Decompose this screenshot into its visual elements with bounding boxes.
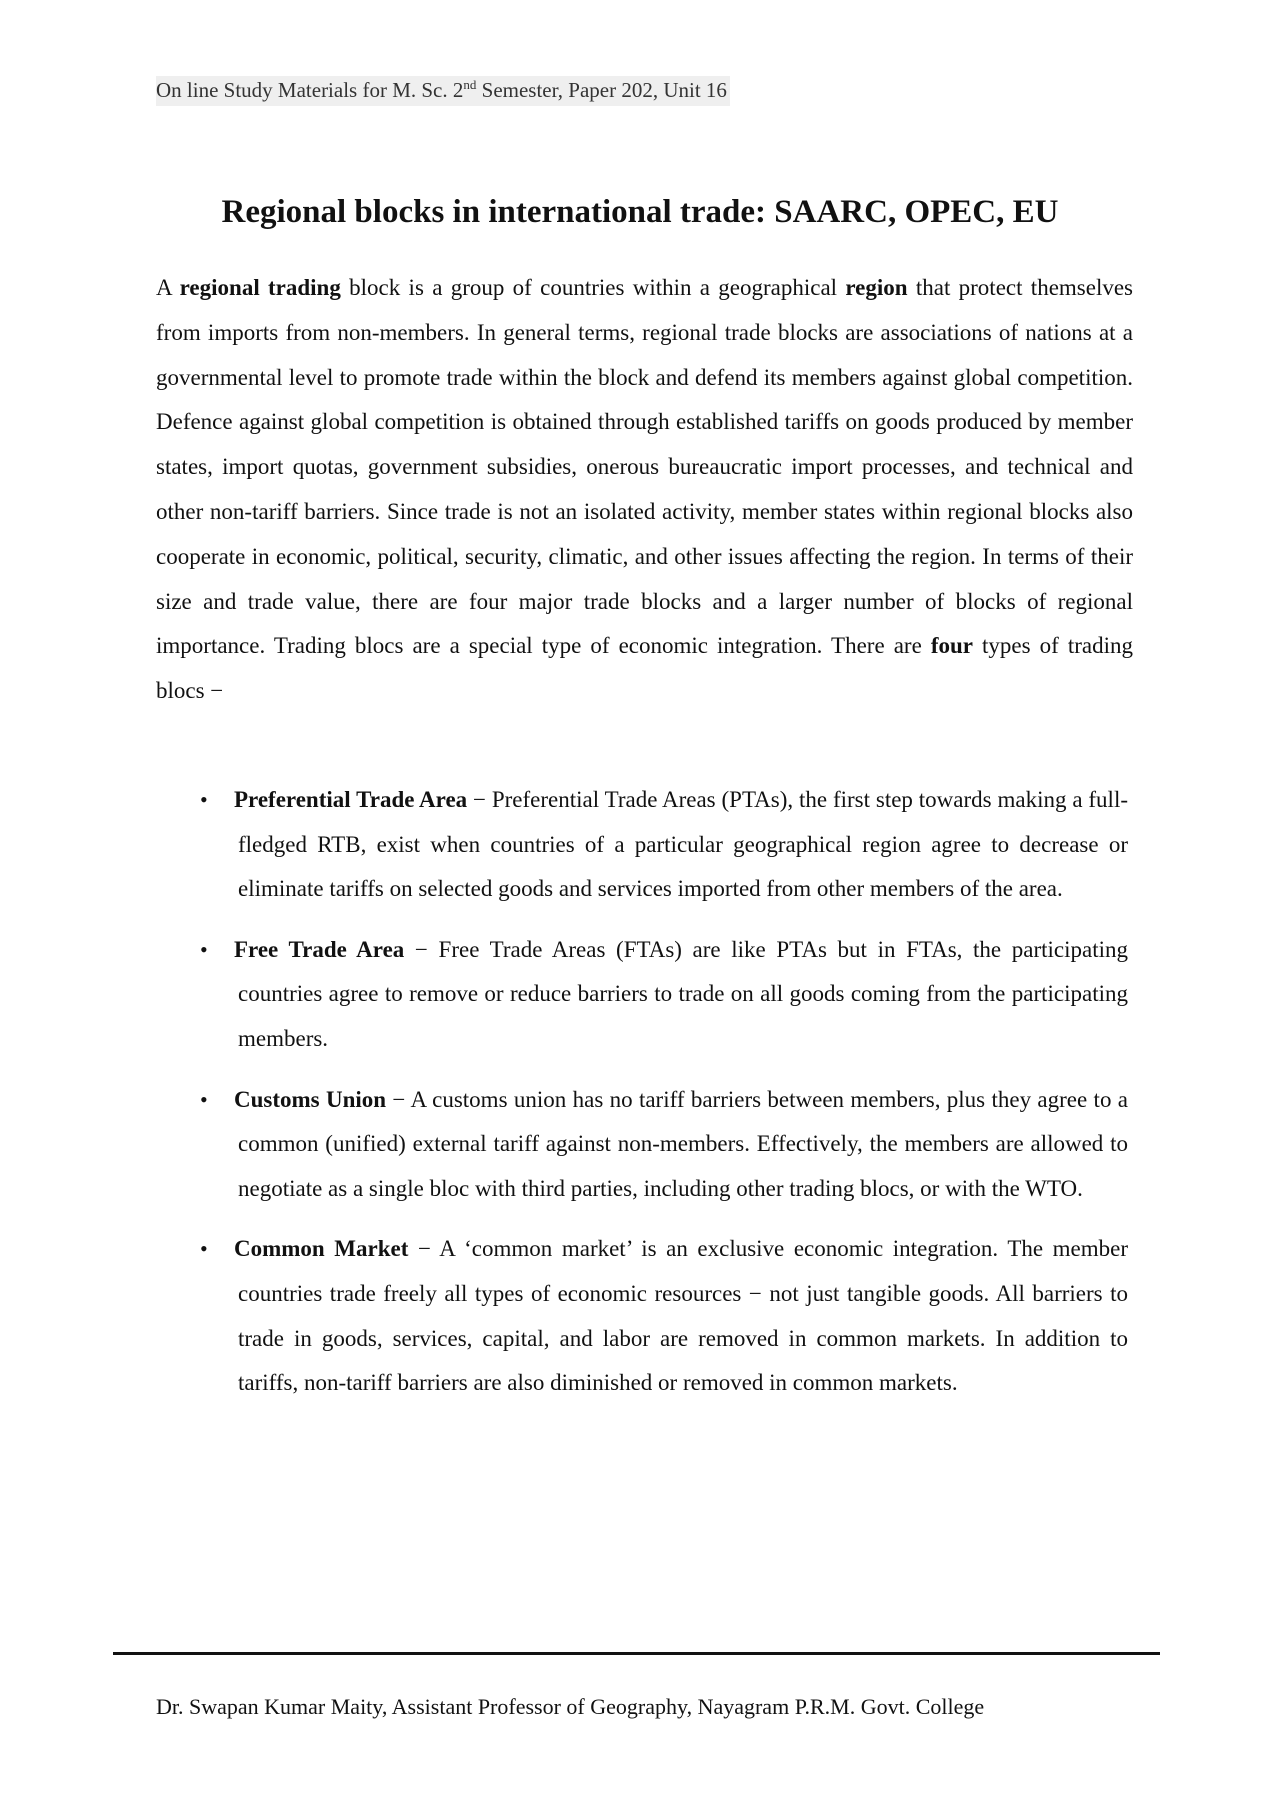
list-item-text: Free Trade Areas (FTAs) are like PTAs but in FTAs, the participating countries agree to remove or reduce barriers to trade on all goods coming from the participating members. [238, 936, 1128, 1051]
bullet-icon: • [200, 1086, 208, 1112]
intro-text-3: that protect themselves from imports from non-members. In general terms, regional trade blocks are associations of nations at a governmental level to promote trade within the block and defend its members against global competition. Defence against global competition is obtained through established tariffs on goods produced by member states, import quotas, government subsidies, onerous bureaucratic import processes, and technical and other non-tariff barriers. Since trade is not an isolated activity, member states within regional blocks also cooperate in economic, political, security, climatic, and other issues affecting the region. In terms of their size and trade value, there are four major trade blocks and a larger number of blocks of regional importance. Trading blocs are a special type of economic integration. There are [156, 275, 1133, 659]
list-item-separator: − [467, 787, 492, 812]
intro-text-2: block is a group of countries within a geographical [340, 275, 846, 300]
list-item-customs-union [200, 1078, 1128, 1212]
document-title: Regional blocks in international trade: SAARC, OPEC, EU [221, 194, 1059, 230]
list-item-separator: − [386, 1086, 411, 1112]
trading-bloc-types-list [200, 778, 1129, 1406]
list-item-preferential-trade-area [200, 778, 1128, 912]
list-item-text: A customs union has no tariff barriers between members, plus they agree to a common (unified) external tariff against non-members. Effectively, the members are allowed to negotiate as a single bloc with third parties, including other trading blocs, or with the WTO. [238, 1086, 1128, 1201]
header-text-end: Semester, Paper 202, Unit 16 [476, 78, 727, 102]
intro-paragraph [156, 266, 1133, 714]
bullet-icon: • [200, 1236, 208, 1262]
bullet-icon: • [200, 936, 208, 962]
intro-text-1: A [156, 275, 180, 300]
list-item-term: Customs Union [234, 1086, 387, 1112]
list-item-common-market [200, 1227, 1129, 1405]
list-item-text: Preferential Trade Areas (PTAs), the first step towards making a full-fledged RTB, exist when countries of a particular geographical region agree to decrease or eliminate tariffs on selected goods and services imported from other members of the area. [238, 787, 1128, 902]
footer-divider [113, 1652, 1160, 1655]
bullet-icon: • [200, 787, 208, 812]
list-item-separator: − [408, 1236, 440, 1262]
list-item-text: A ‘common market’ is an exclusive economic integration. The member countries trade freely all types of economic resources − not just tangible goods. All barriers to trade in goods, services, capital, and labor are removed in common markets. In addition to tariffs, non-tariff barriers are also diminished or removed in common markets. [238, 1236, 1129, 1396]
header-superscript: nd [463, 77, 477, 92]
list-item-term: Free Trade Area [234, 936, 405, 962]
intro-term-regional-trading: regional trading [179, 275, 341, 300]
list-item-free-trade-area [200, 928, 1128, 1062]
list-item-term: Common Market [234, 1236, 409, 1262]
intro-term-region: region [845, 275, 908, 300]
intro-term-four: four [930, 633, 973, 659]
list-item-separator: − [404, 936, 439, 962]
page-header [156, 76, 730, 106]
intro-text-4: types of trading blocs − [156, 633, 1133, 704]
header-text-start: On line Study Materials for M. Sc. 2 [156, 78, 464, 102]
page-footer: Dr. Swapan Kumar Maity, Assistant Professor of Geography, Nayagram P.R.M. Govt. College [156, 1694, 985, 1719]
list-item-term: Preferential Trade Area [234, 787, 468, 812]
